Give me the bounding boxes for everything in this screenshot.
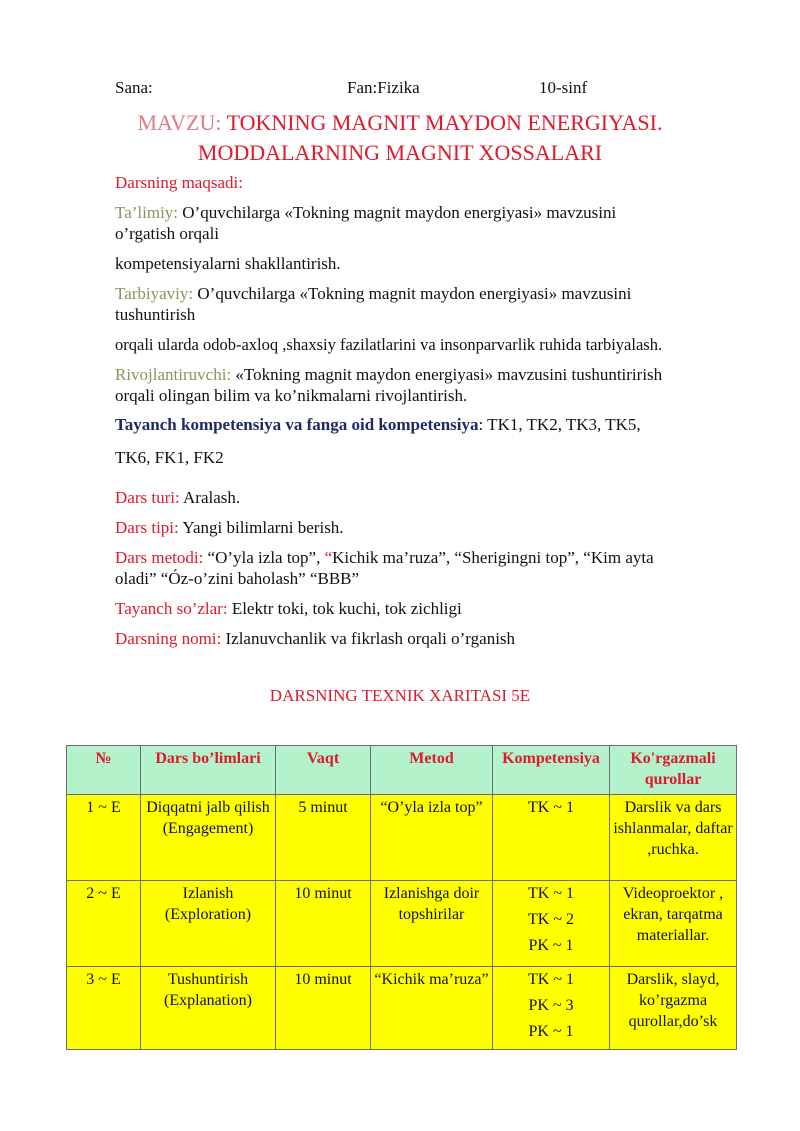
rivojlantiruvchi-label: Rivojlantiruvchi: xyxy=(115,365,232,384)
dars-tipi-value: Yangi bilimlarni berish. xyxy=(182,518,344,537)
cell-num: 3 ~ E xyxy=(67,967,141,1050)
cell-bolim: Diqqatni jalb qilish (Engagement) xyxy=(141,795,276,881)
cell-qurol: Darslik va dars ishlanmalar, daftar ,ruchka. xyxy=(610,795,737,881)
komp-item: TK ~ 1 xyxy=(528,885,574,902)
technical-map-table xyxy=(66,745,737,1050)
dars-metodi-text2: oladi” “Óz-o’zini baholash” “BBB” xyxy=(115,569,360,588)
cell-qurol: Videoproektor , ekran, tarqatma materiallar. xyxy=(610,881,737,967)
talimiy-text3: kompetensiyalarni shakllantirish. xyxy=(115,254,341,273)
tarbiyaviy-line1 xyxy=(115,283,755,304)
table-row xyxy=(67,967,737,1050)
dars-turi-label: Dars turi: xyxy=(115,488,180,507)
cell-komp xyxy=(493,881,610,967)
dars-metodi-text1a: “O’yla izla top”, xyxy=(207,548,321,567)
cell-metod: Izlanishga doir topshirilar xyxy=(371,881,493,967)
cell-qurol: Darslik, slayd, ko’rgazma qurollar,do’sk xyxy=(610,967,737,1050)
kompetensiya-text1: : TK1, TK2, TK3, TK5, xyxy=(478,415,641,434)
darsning-nomi-value: Izlanuvchanlik va fikrlash orqali o’rganish xyxy=(225,629,516,648)
komp-item: PK ~ 1 xyxy=(528,937,574,954)
table-header-row xyxy=(67,746,737,795)
dars-tipi xyxy=(115,517,755,538)
header-num: № xyxy=(67,746,141,795)
tarbiyaviy-text2: tushuntirish xyxy=(115,305,196,324)
komp-item: PK ~ 3 xyxy=(528,997,574,1014)
cell-vaqt: 10 minut xyxy=(276,881,371,967)
cell-metod: “O’yla izla top” xyxy=(371,795,493,881)
title-line2: MODDALARNING MAGNIT XOSSALARI xyxy=(197,140,603,165)
header-qurol: Ko'rgazmali qurollar xyxy=(610,746,737,795)
kompetensiya-line1 xyxy=(115,414,755,435)
page-title xyxy=(60,108,740,168)
kompetensiya-label: Tayanch kompetensiya va fanga oid kompetensiya xyxy=(115,415,479,434)
cell-komp xyxy=(493,795,610,881)
rivojlantiruvchi-line1 xyxy=(115,364,755,385)
tayanch-sozlar xyxy=(115,598,755,619)
header-vaqt: Vaqt xyxy=(276,746,371,795)
dars-tipi-label: Dars tipi: xyxy=(115,518,179,537)
header-komp: Kompetensiya xyxy=(493,746,610,795)
tayanch-sozlar-value: Elektr toki, tok kuchi, tok zichligi xyxy=(231,599,462,618)
header-sana: Sana: xyxy=(115,78,153,97)
table-row xyxy=(67,795,737,881)
cell-num: 1 ~ E xyxy=(67,795,141,881)
header-fan: Fan:Fizika xyxy=(347,78,420,97)
dars-metodi-text1b: Kichik ma’ruza”, “Sherigingni top”, “Kim ayta xyxy=(332,548,654,567)
darsning-nomi-label: Darsning nomi: xyxy=(115,629,222,648)
cell-komp xyxy=(493,967,610,1050)
title-line1: TOKNING MAGNIT MAYDON ENERGIYASI. xyxy=(226,110,663,135)
tarbiyaviy-label: Tarbiyaviy: xyxy=(115,284,194,303)
talimiy-text2: o’rgatish orqali xyxy=(115,224,220,243)
rivojlantiruvchi-text1: «Tokning magnit maydon energiyasi» mavzusini tushuntirirish xyxy=(235,365,663,384)
cell-vaqt: 5 minut xyxy=(276,795,371,881)
header-metod: Metod xyxy=(371,746,493,795)
komp-item: PK ~ 1 xyxy=(528,1023,574,1040)
rivojlantiruvchi-text2: orqali olingan bilim va ko’nikmalarni rivojlantirish. xyxy=(115,386,468,405)
darsning-nomi xyxy=(115,628,755,649)
cell-vaqt: 10 minut xyxy=(276,967,371,1050)
talimiy-text1: O’quvchilarga «Tokning magnit maydon energiyasi» mavzusini xyxy=(182,203,617,222)
dars-turi-value: Aralash. xyxy=(183,488,241,507)
tarbiyaviy-text3: orqali ularda odob-axloq ,shaxsiy fazilatlarini va insonparvarlik ruhida tarbiyalash. xyxy=(115,335,663,354)
komp-item: TK ~ 1 xyxy=(528,971,574,988)
dars-turi xyxy=(115,487,755,508)
dars-metodi-line1 xyxy=(115,547,755,568)
tarbiyaviy-text1: O’quvchilarga «Tokning magnit maydon energiyasi» mavzusini xyxy=(197,284,632,303)
talimiy-label: Ta’limiy: xyxy=(115,203,179,222)
cell-bolim: Tushuntirish (Explanation) xyxy=(141,967,276,1050)
dars-metodi-label: Dars metodi: xyxy=(115,548,204,567)
title-label: MAVZU: xyxy=(137,110,222,135)
header-sinf: 10-sinf xyxy=(539,78,588,97)
table-title: DARSNING TEXNIK XARITASI 5E xyxy=(269,686,531,705)
kompetensiya-text2: TK6, FK1, FK2 xyxy=(115,448,224,467)
talimiy-line1 xyxy=(115,202,755,223)
maqsad-heading: Darsning maqsadi: xyxy=(115,173,243,192)
table-row xyxy=(67,881,737,967)
komp-item: TK ~ 1 xyxy=(528,799,574,816)
header-row xyxy=(115,78,735,100)
header-bolim: Dars bo’limlari xyxy=(141,746,276,795)
dars-metodi-quote: “ xyxy=(324,548,333,567)
cell-metod: “Kichik ma’ruza” xyxy=(371,967,493,1050)
komp-item: TK ~ 2 xyxy=(528,911,574,928)
cell-num: 2 ~ E xyxy=(67,881,141,967)
tayanch-sozlar-label: Tayanch so’zlar: xyxy=(115,599,228,618)
cell-bolim: Izlanish (Exploration) xyxy=(141,881,276,967)
